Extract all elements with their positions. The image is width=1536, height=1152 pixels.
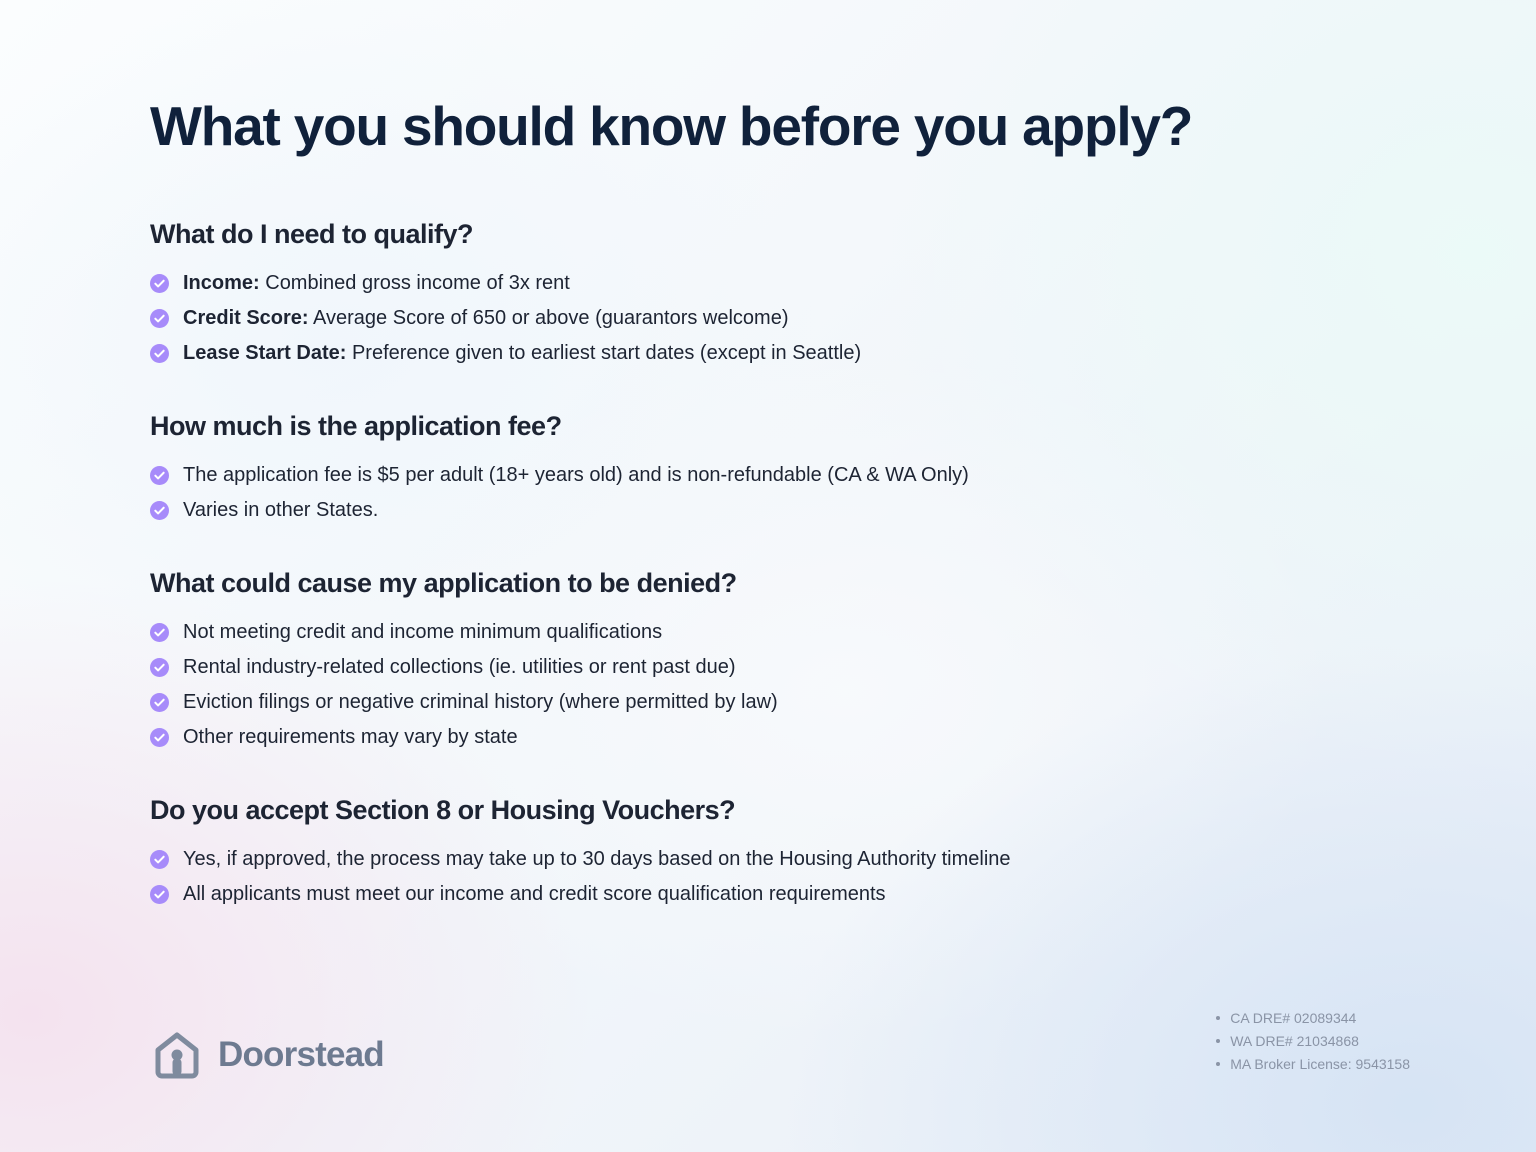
license-text: MA Broker License: 9543158	[1230, 1055, 1410, 1072]
list-item	[150, 619, 1410, 646]
list-item-label: Lease Start Date:	[183, 341, 347, 364]
list-item-text: Yes, if approved, the process may take up to 30 days based on the Housing Authority timeline	[183, 847, 1011, 870]
list-item-text	[183, 305, 789, 332]
bullet-list	[150, 619, 1410, 751]
section-heading: How much is the application fee?	[150, 410, 562, 441]
brand-logo	[150, 1028, 384, 1082]
brand-name: Doorstead	[218, 1035, 384, 1074]
list-item	[150, 689, 1410, 716]
section-denial-reasons	[150, 568, 1410, 751]
check-circle-icon	[150, 658, 169, 677]
page-title: What you should know before you apply?	[150, 95, 1193, 157]
check-circle-icon	[150, 309, 169, 328]
section-qualify	[150, 219, 1410, 367]
list-item-text: Other requirements may vary by state	[183, 725, 518, 748]
house-icon	[150, 1028, 204, 1082]
check-circle-icon	[150, 693, 169, 712]
list-item	[150, 846, 1410, 873]
license-text: CA DRE# 02089344	[1230, 1009, 1357, 1026]
check-circle-icon	[150, 885, 169, 904]
section-section-8	[150, 795, 1410, 908]
list-item-body: Combined gross income of 3x rent	[259, 271, 570, 294]
check-circle-icon	[150, 274, 169, 293]
list-item-text: Rental industry-related collections (ie. utilities or rent past due)	[183, 655, 736, 678]
list-item-text: Not meeting credit and income minimum qualifications	[183, 620, 663, 643]
check-circle-icon	[150, 850, 169, 869]
section-heading: What do I need to qualify?	[150, 218, 473, 249]
bullet-dot-icon	[1216, 1039, 1220, 1043]
list-item	[150, 305, 1410, 332]
license-item	[1216, 1030, 1410, 1053]
bullet-list	[150, 270, 1410, 367]
bullet-list	[150, 462, 1410, 524]
list-item-label: Credit Score:	[183, 306, 309, 329]
list-item-text	[183, 340, 861, 367]
check-circle-icon	[150, 728, 169, 747]
list-item-text: The application fee is $5 per adult (18+ years old) and is non-refundable (CA & WA Only)	[183, 463, 969, 486]
list-item	[150, 654, 1410, 681]
license-text: WA DRE# 21034868	[1230, 1032, 1359, 1049]
list-item	[150, 881, 1410, 908]
list-item	[150, 724, 1410, 751]
bullet-list	[150, 846, 1410, 908]
list-item-text: All applicants must meet our income and credit score qualification requirements	[183, 882, 886, 905]
footer	[150, 1007, 1410, 1082]
list-item	[150, 462, 1410, 489]
section-heading: What could cause my application to be denied?	[150, 567, 737, 598]
list-item	[150, 270, 1410, 297]
check-circle-icon	[150, 501, 169, 520]
list-item	[150, 497, 1410, 524]
bullet-dot-icon	[1216, 1016, 1220, 1020]
check-circle-icon	[150, 466, 169, 485]
list-item	[150, 340, 1410, 367]
section-application-fee	[150, 411, 1410, 524]
section-heading: Do you accept Section 8 or Housing Vouchers?	[150, 794, 736, 825]
check-circle-icon	[150, 623, 169, 642]
list-item-text: Eviction filings or negative criminal history (where permitted by law)	[183, 690, 778, 713]
list-item-text: Varies in other States.	[183, 498, 379, 521]
license-item	[1216, 1053, 1410, 1076]
list-item-body: Average Score of 650 or above (guarantors welcome)	[308, 306, 789, 329]
bullet-dot-icon	[1216, 1062, 1220, 1066]
check-circle-icon	[150, 344, 169, 363]
content-area	[150, 0, 1410, 916]
license-list	[1216, 1007, 1410, 1076]
list-item-body: Preference given to earliest start dates (except in Seattle)	[346, 341, 862, 364]
list-item-text	[183, 270, 570, 297]
list-item-label: Income:	[183, 271, 260, 294]
license-item	[1216, 1007, 1410, 1030]
